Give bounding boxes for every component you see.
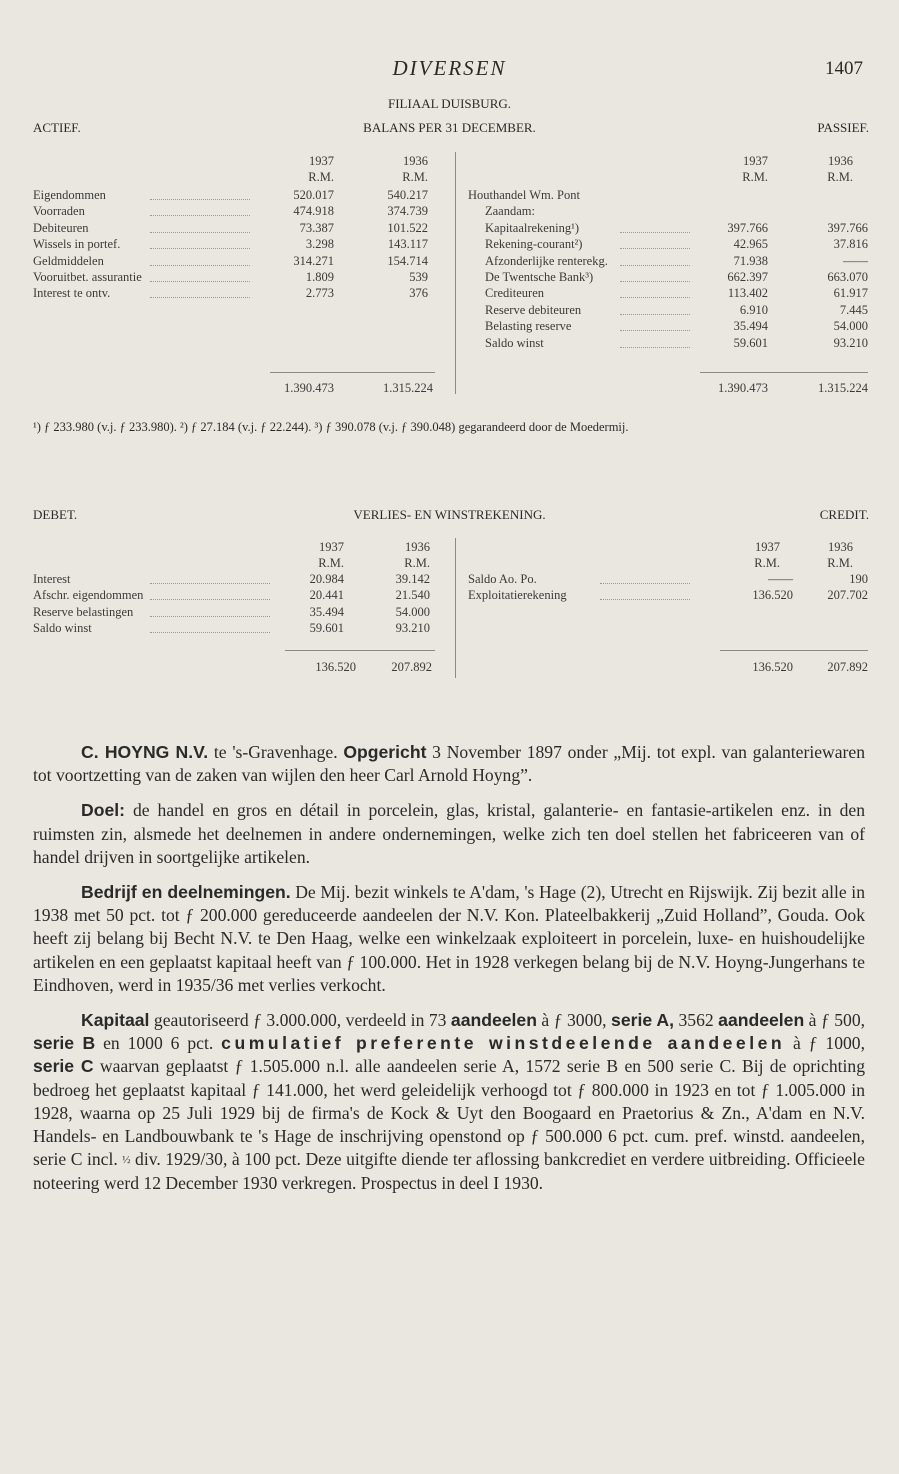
actief-row-value-1937: 2.773 (305, 286, 334, 301)
text-span: te 's-Gravenhage. (208, 742, 344, 762)
balance-subtitle-date: BALANS PER 31 DECEMBER. (363, 120, 536, 135)
passief-row-label: Saldo winst (485, 335, 544, 350)
passief-row-value-1936: 61.917 (833, 286, 868, 301)
vw-right-unit-1937: R.M. (754, 556, 780, 570)
paragraph-kapitaal (33, 1009, 865, 1196)
actief-row-value-1936: 376 (409, 286, 428, 301)
balance-right-total-1936: 1.315.224 (818, 381, 868, 395)
actief-row-label: Voorraden (33, 204, 85, 219)
vw-right-unit-1936: R.M. (827, 556, 853, 570)
passief-row-value-1936: 37.816 (833, 237, 868, 252)
passief-row-value-1937: 397.766 (727, 220, 768, 235)
passief-row-value-1936: 7.445 (839, 302, 868, 317)
passief-row-value-1936: 397.766 (827, 220, 868, 235)
balance-right-unit-1936: R.M. (827, 170, 853, 184)
credit-row-value-1936: 190 (849, 572, 868, 586)
text-span: de handel en gros en détail in porcelein, glas, kristal, galanterie- en fantasie-artikelen enz. in den ruimsten zin, alsmede het deelnemen in andere ondernemingen, welke zich ten doel stellen het fabriceeren van of handel drijven in soortgelijke artikelen. (33, 800, 865, 867)
balance-left-unit-1937: R.M. (308, 170, 334, 184)
actief-row-value-1936: 143.117 (387, 237, 428, 252)
actief-row-label: Wissels in portef. (33, 237, 121, 252)
actief-row-leader (150, 280, 250, 282)
actief-row-leader (150, 296, 250, 298)
credit-row-value-1936: 207.702 (827, 588, 868, 603)
balance-left-total-1936: 1.315.224 (383, 381, 433, 395)
text-span: en 1000 6 pct. (95, 1033, 222, 1054)
vw-left-unit-1936: R.M. (404, 556, 430, 570)
actief-row-label: Debiteuren (33, 220, 89, 235)
debet-row-value-1937: 35.494 (309, 604, 344, 619)
label-opgericht: Opgericht (343, 742, 427, 762)
page-number: 1407 (825, 58, 863, 79)
text-spaced: cumulatief preferente winstdeelende aandeelen (221, 1033, 786, 1054)
text-span: div. 1929/30, à 100 pct. Deze uitgifte diende ter aflossing bankcrediet en verdere uitbreiding. Officieele noteering werd 12 December 1930 verkregen. Prospectus in deel I 1930. (33, 1149, 865, 1194)
text-bold: aandeelen (718, 1010, 805, 1031)
credit-row-value-1937: —— (768, 572, 793, 586)
debet-row-value-1936: 93.210 (395, 621, 430, 636)
credit-row-leader (600, 582, 690, 584)
balance-left-total-rule (270, 372, 435, 373)
balance-left-year-1937: 1937 (309, 154, 334, 168)
vw-left-total-rule (285, 650, 435, 651)
passief-row-value-1937: 6.910 (739, 302, 768, 317)
vw-right-total-1936: 207.892 (827, 660, 868, 674)
actief-row-label: Vooruitbet. assurantie (33, 270, 142, 284)
actief-row-leader (150, 231, 250, 233)
credit-row-leader (600, 598, 690, 600)
paragraph-founding (33, 741, 865, 787)
text-span: 3 November 1897 onder „Mij. tot expl. van galanteriewaren tot voortzetting van de zaken van wijlen den heer Carl Arnold Hoyng”. (33, 742, 865, 786)
passief-row-label: Kapitaalrekening¹) (485, 220, 579, 235)
text-span: waarvan geplaatst ƒ 1.505.000 n.l. alle aandeelen serie A, 1572 serie B en 500 serie C. Bij de oprichting bedroeg het geplaatst kapitaal ƒ 141.000, het werd geleidelijk verhoogd tot ƒ 800.000 in 1923 en tot ƒ 1.005.000 in 1928, waarna op 25 Juli 1929 bij de firma's de Kock & Uyt den Boogaard en Praetorius & Zn., A'dam en N.V. Handels- en Landbouwbank te 's Hage de inschrijving openstond op ƒ 500.000 6 pct. cum. pref. winstd. aandeelen, serie C incl. (33, 1056, 866, 1170)
vw-right-year-1937: 1937 (755, 540, 780, 554)
passief-row-label: Reserve debiteuren (485, 302, 582, 317)
balance-footnote: ¹) ƒ 233.980 (v.j. ƒ 233.980). ²) ƒ 27.184 (v.j. ƒ 22.244). ³) ƒ 390.078 (v.j. ƒ 390.048) gegarandeerd door de Moedermij. (33, 420, 629, 434)
actief-row-value-1936: 101.522 (387, 220, 428, 235)
label-kapitaal: Kapitaal (81, 1010, 150, 1031)
vw-divider (455, 538, 456, 678)
credit-row-label: Saldo Ao. Po. (468, 572, 537, 586)
passief-row-leader (620, 198, 690, 199)
actief-row-value-1936: 540.217 (387, 188, 428, 202)
vw-left-year-1937: 1937 (319, 540, 344, 554)
actief-row-leader (150, 214, 250, 216)
passief-row-label: Rekening-courant²) (485, 237, 583, 252)
company-description (33, 741, 865, 1208)
text-span: 3562 (674, 1010, 719, 1031)
passief-row-leader (620, 313, 690, 315)
passief-row-label: Zaandam: (485, 204, 535, 219)
debet-row-value-1937: 59.601 (309, 621, 344, 636)
balance-subtitle-branch: FILIAAL DUISBURG. (387, 96, 512, 111)
passief-row-value-1937: 42.965 (733, 237, 768, 252)
balance-right-year-1936: 1936 (828, 154, 853, 168)
debet-row-value-1937: 20.441 (309, 588, 344, 603)
passief-row-leader (620, 264, 690, 266)
passief-row-label: Belasting reserve (485, 319, 572, 334)
credit-row-label: Exploitatierekening (468, 588, 567, 603)
actief-row-label: Interest te ontv. (33, 286, 111, 301)
debet-row-leader (150, 598, 270, 600)
vw-left-title: DEBET. (33, 507, 78, 522)
company-name: C. HOYNG N.V. (81, 742, 209, 762)
actief-row-value-1936: 154.714 (387, 253, 428, 268)
balance-left-total-1937: 1.390.473 (284, 381, 334, 395)
actief-row-label: Geldmiddelen (33, 253, 104, 268)
debet-row-leader (150, 631, 270, 633)
text-span: geautoriseerd ƒ 3.000.000, verdeeld in 73 (149, 1010, 451, 1031)
passief-row-leader (620, 346, 690, 348)
debet-row-value-1936: 39.142 (395, 572, 430, 586)
actief-row-value-1937: 474.918 (293, 204, 334, 219)
passief-row-value-1936: 93.210 (833, 335, 868, 350)
text-span: De Mij. bezit winkels te A'dam, 's Hage (2), Utrecht en Rijswijk. Zij bezit alle in 1938 met 50 pct. tot ƒ 200.000 gereduceerde aandeelen der N.V. Kon. Plateelbakkerij „Zuid Holland”, Gouda. Ook heeft zij belang bij Becht N.V. te Den Haag, welke een winkelzaak exploiteert in porcelein, luxe- en huishoudelijke artikelen en een geplaatst kapitaal heeft van ƒ 100.000. Het in 1928 verkegen belang bij de N.V. Hoyng-Jungerhans te Eindhoven, werd in 1935/36 met verlies verkocht. (33, 882, 865, 995)
text-bold: serie C (33, 1056, 94, 1077)
balance-right-title: PASSIEF. (817, 120, 869, 135)
passief-row-label: Afzonderlijke renterekg. (485, 253, 608, 268)
passief-row-value-1937: 113.402 (727, 286, 768, 301)
actief-row-value-1937: 314.271 (293, 253, 334, 268)
passief-row-value-1937: 59.601 (733, 335, 768, 350)
balance-left-unit-1936: R.M. (402, 170, 428, 184)
vw-left-year-1936: 1936 (405, 540, 430, 554)
vw-right-title: CREDIT. (819, 507, 869, 522)
label-doel: Doel: (81, 800, 125, 821)
passief-row-leader (620, 329, 690, 331)
balance-right-total-1937: 1.390.473 (718, 381, 768, 395)
vw-right-year-1936: 1936 (828, 540, 853, 554)
debet-row-leader (150, 615, 270, 617)
passief-row-value-1937: 662.397 (727, 270, 768, 284)
debet-row-leader (150, 582, 270, 584)
text-bold: serie A, (611, 1010, 675, 1031)
balance-right-total-rule (700, 372, 868, 373)
actief-row-value-1936: 539 (409, 270, 428, 284)
passief-row-label: De Twentsche Bank³) (485, 270, 594, 284)
debet-row-label: Afschr. eigendommen (33, 588, 144, 603)
passief-row-leader (620, 247, 690, 249)
passief-row-value-1936: 663.070 (827, 270, 868, 284)
debet-row-label: Saldo winst (33, 621, 92, 636)
passief-row-label: Crediteuren (485, 286, 545, 301)
paragraph-doel (33, 799, 865, 869)
actief-row-leader (150, 247, 250, 249)
debet-row-label: Reserve belastingen (33, 604, 134, 619)
actief-row-label: Eigendommen (33, 188, 106, 202)
vw-title: VERLIES- EN WINSTREKENING. (353, 507, 546, 522)
text-bold: serie B (33, 1033, 96, 1054)
text-bold: aandeelen (450, 1010, 537, 1031)
page-header-title: DIVERSEN (392, 56, 507, 80)
actief-row-leader (150, 264, 250, 266)
actief-row-value-1937: 73.387 (299, 220, 334, 235)
actief-row-value-1936: 374.739 (387, 204, 428, 219)
passief-row-value-1937: 71.938 (733, 253, 768, 268)
balance-right-year-1937: 1937 (743, 154, 768, 168)
debet-row-value-1936: 54.000 (395, 604, 430, 619)
debet-row-label: Interest (33, 572, 71, 586)
debet-row-value-1937: 20.984 (309, 572, 344, 586)
passief-row-leader (620, 296, 690, 298)
passief-row-leader (620, 214, 690, 215)
actief-row-value-1937: 520.017 (293, 188, 334, 202)
balance-left-title: ACTIEF. (33, 120, 81, 135)
paragraph-bedrijf (33, 881, 865, 997)
label-bedrijf: Bedrijf en deelnemingen. (81, 882, 291, 903)
fraction: ½ (122, 1154, 131, 1167)
vw-right-total-rule (720, 650, 868, 651)
passief-row-value-1936: 54.000 (833, 319, 868, 334)
passief-row-value-1937: 35.494 (733, 319, 768, 334)
actief-row-value-1937: 3.298 (305, 237, 334, 252)
balance-divider (455, 152, 456, 394)
vw-left-total-1936: 207.892 (391, 660, 432, 674)
passief-row-label: Houthandel Wm. Pont (468, 188, 580, 202)
text-span: à ƒ 1000, (785, 1033, 866, 1054)
debet-row-value-1936: 21.540 (395, 588, 430, 603)
passief-row-leader (620, 231, 690, 233)
vw-left-total-1937: 136.520 (315, 660, 356, 674)
actief-row-leader (150, 198, 250, 200)
passief-row-value-1936: —— (843, 253, 868, 268)
actief-row-value-1937: 1.809 (305, 270, 334, 284)
text-span: à ƒ 3000, (536, 1010, 612, 1031)
vw-right-total-1937: 136.520 (752, 660, 793, 674)
text-span: à ƒ 500, (804, 1010, 866, 1031)
passief-row-leader (620, 280, 690, 282)
vw-left-unit-1937: R.M. (318, 556, 344, 570)
credit-row-value-1937: 136.520 (752, 588, 793, 603)
balance-left-year-1936: 1936 (403, 154, 428, 168)
balance-right-unit-1937: R.M. (742, 170, 768, 184)
